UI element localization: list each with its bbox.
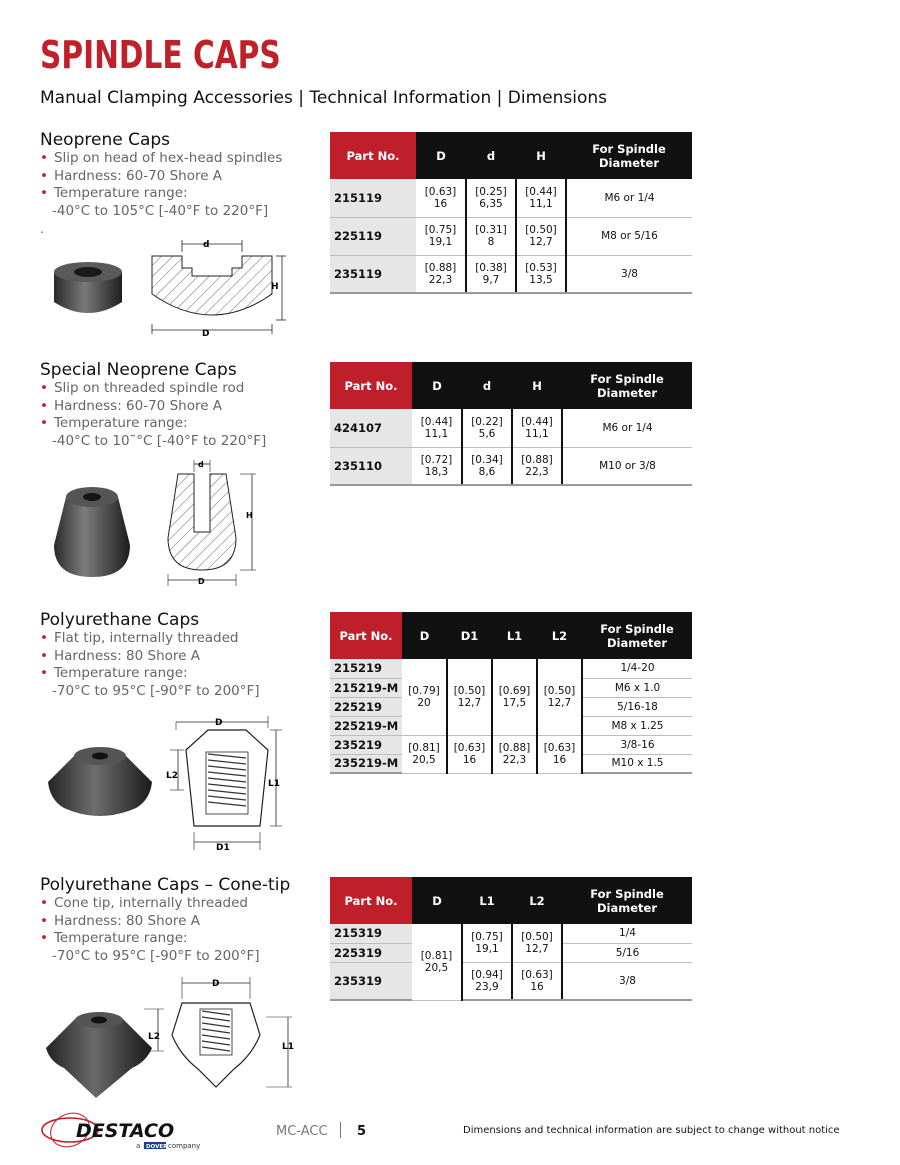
part-number: 225119 bbox=[330, 217, 416, 255]
spindle-cell: M8 x 1.25 bbox=[582, 716, 692, 735]
bullet-continuation: -40°C to 105°C [-40°F to 220°F] bbox=[52, 202, 269, 219]
part-number: 235110 bbox=[330, 447, 412, 485]
col-header: d bbox=[466, 132, 516, 179]
bullet-item: • Slip on threaded spindle rod bbox=[40, 380, 245, 396]
logo-sub-b: company bbox=[168, 1142, 201, 1150]
col-header: L2 bbox=[512, 877, 562, 924]
logo-sub-a: a bbox=[136, 1142, 141, 1150]
cell: [0.44] 11,1 bbox=[512, 409, 562, 447]
bullet-item: • Temperature range: bbox=[40, 415, 188, 431]
bullet-item: • Hardness: 60-70 Shore A bbox=[40, 397, 223, 414]
table-row bbox=[330, 217, 692, 255]
col-header: D1 bbox=[447, 612, 492, 659]
col-header: H bbox=[512, 362, 562, 409]
special-neoprene-cap-drawing bbox=[160, 458, 270, 588]
polyurethane-caps-table bbox=[330, 612, 692, 774]
bullet-list-neoprene bbox=[40, 150, 282, 220]
special-neoprene-caps-table bbox=[330, 362, 692, 486]
col-header: Part No. bbox=[330, 877, 412, 924]
bullet-item: • Cone tip, internally threaded bbox=[40, 895, 248, 911]
col-header: D bbox=[412, 877, 462, 924]
section-title-neoprene: Neoprene Caps bbox=[40, 130, 171, 150]
cell: [0.88] 22,3 bbox=[492, 735, 537, 773]
cell: [0.50] 12,7 bbox=[512, 924, 562, 962]
page-subtitle: Manual Clamping Accessories | Technical Information | Dimensions bbox=[40, 88, 608, 108]
cell: [0.38] 9,7 bbox=[466, 255, 516, 293]
table-row bbox=[330, 924, 692, 943]
cone-tip-cap-drawing bbox=[140, 975, 310, 1095]
col-header: d bbox=[462, 362, 512, 409]
cell: [0.63] 16 bbox=[416, 179, 466, 217]
cell: [0.69] 17,5 bbox=[492, 659, 537, 735]
dim-label-D: D bbox=[198, 577, 205, 586]
col-header: For Spindle Diameter bbox=[566, 132, 692, 179]
polyurethane-cap-photo bbox=[44, 742, 156, 822]
cell: [0.94] 23,9 bbox=[462, 962, 512, 1000]
cell: [0.81] 20,5 bbox=[412, 924, 462, 1000]
part-number: 225219-M bbox=[330, 716, 402, 735]
table-row bbox=[330, 409, 692, 447]
spindle-cell: 3/8 bbox=[562, 962, 692, 1000]
bullet-item: • Temperature range: bbox=[40, 930, 188, 946]
part-number: 235219 bbox=[330, 735, 402, 754]
spindle-cell: M10 x 1.5 bbox=[582, 754, 692, 773]
spindle-cell: 3/8-16 bbox=[582, 735, 692, 754]
bullet-continuation: -40°C to 10˜°C [-40°F to 220°F] bbox=[52, 432, 267, 449]
spindle-cell: M6 or 1/4 bbox=[566, 179, 692, 217]
col-header: For Spindle Diameter bbox=[562, 877, 692, 924]
dim-label-d: d bbox=[203, 240, 210, 250]
dim-label-L1: L1 bbox=[282, 1042, 294, 1052]
cell: [0.63] 16 bbox=[447, 735, 492, 773]
spindle-cell: M6 or 1/4 bbox=[562, 409, 692, 447]
page-title: SPINDLE CAPS bbox=[40, 33, 281, 77]
part-number: 235119 bbox=[330, 255, 416, 293]
spindle-cell: 1/4 bbox=[562, 924, 692, 943]
dim-label-D1: D1 bbox=[216, 843, 230, 853]
cell: [0.44] 11,1 bbox=[516, 179, 566, 217]
cell: [0.50] 12,7 bbox=[537, 659, 582, 735]
table-row bbox=[330, 659, 692, 678]
table-header-row bbox=[330, 612, 692, 659]
col-header: Part No. bbox=[330, 362, 412, 409]
stray-mark: . bbox=[40, 222, 44, 236]
special-neoprene-cap-photo bbox=[52, 483, 132, 579]
footer-disclaimer: Dimensions and technical information are subject to change without notice bbox=[463, 1125, 840, 1136]
part-number: 215219-M bbox=[330, 678, 402, 697]
spindle-cell: M10 or 3/8 bbox=[562, 447, 692, 485]
cone-tip-cap-photo bbox=[42, 1008, 156, 1100]
cell: [0.75] 19,1 bbox=[462, 924, 512, 962]
neoprene-caps-table bbox=[330, 132, 692, 294]
catalog-code: MC-ACC bbox=[276, 1124, 328, 1139]
table-header-row bbox=[330, 132, 692, 179]
bullet-item: • Hardness: 60-70 Shore A bbox=[40, 167, 223, 184]
cell: [0.81] 20,5 bbox=[402, 735, 447, 773]
footer-divider bbox=[340, 1122, 341, 1138]
section-title-cone-tip: Polyurethane Caps – Cone-tip bbox=[40, 875, 291, 895]
spindle-cell: M8 or 5/16 bbox=[566, 217, 692, 255]
table-row bbox=[330, 255, 692, 293]
polyurethane-cap-drawing bbox=[160, 714, 290, 854]
col-header: For Spindle Diameter bbox=[582, 612, 692, 659]
col-header: D bbox=[412, 362, 462, 409]
cell: [0.50] 12,7 bbox=[516, 217, 566, 255]
cell: [0.50] 12,7 bbox=[447, 659, 492, 735]
bullet-item: • Hardness: 80 Shore A bbox=[40, 912, 200, 929]
cell: [0.22] 5,6 bbox=[462, 409, 512, 447]
cell: [0.25] 6,35 bbox=[466, 179, 516, 217]
part-number: 235319 bbox=[330, 962, 412, 1000]
bullet-list-cone-tip bbox=[40, 895, 260, 965]
cell: [0.44] 11,1 bbox=[412, 409, 462, 447]
bullet-continuation: -70°C to 95°C [-90°F to 200°F] bbox=[52, 947, 260, 964]
dim-label-L1: L1 bbox=[268, 779, 280, 789]
cell: [0.79] 20 bbox=[402, 659, 447, 735]
part-number: 215119 bbox=[330, 179, 416, 217]
cell: [0.31] 8 bbox=[466, 217, 516, 255]
col-header: L1 bbox=[492, 612, 537, 659]
neoprene-cap-photo bbox=[50, 258, 126, 320]
col-header: L2 bbox=[537, 612, 582, 659]
cell: [0.34] 8,6 bbox=[462, 447, 512, 485]
spindle-cell: 5/16 bbox=[562, 943, 692, 962]
table-row bbox=[330, 447, 692, 485]
dim-label-H: H bbox=[246, 511, 253, 520]
neoprene-cap-drawing bbox=[140, 232, 300, 338]
spindle-cell: 5/16-18 bbox=[582, 697, 692, 716]
table-header-row bbox=[330, 877, 692, 924]
table-row bbox=[330, 735, 692, 754]
bullet-item: • Slip on head of hex-head spindles bbox=[40, 150, 283, 166]
col-header: D bbox=[416, 132, 466, 179]
spindle-cell: 3/8 bbox=[566, 255, 692, 293]
dim-label-L2: L2 bbox=[166, 771, 178, 781]
part-number: 235219-M bbox=[330, 754, 402, 773]
spindle-cell: 1/4-20 bbox=[582, 659, 692, 678]
cell: [0.75] 19,1 bbox=[416, 217, 466, 255]
spindle-cell: M6 x 1.0 bbox=[582, 678, 692, 697]
dim-label-L2: L2 bbox=[148, 1032, 160, 1042]
bullet-list-polyurethane bbox=[40, 630, 260, 700]
col-header: H bbox=[516, 132, 566, 179]
table-row bbox=[330, 179, 692, 217]
col-header: L1 bbox=[462, 877, 512, 924]
dim-label-D: D bbox=[212, 979, 220, 989]
cell: [0.63] 16 bbox=[512, 962, 562, 1000]
section-title-polyurethane: Polyurethane Caps bbox=[40, 610, 200, 630]
logo-wordmark: DESTACO bbox=[76, 1120, 175, 1142]
cell: [0.72] 18,3 bbox=[412, 447, 462, 485]
part-number: 225219 bbox=[330, 697, 402, 716]
part-number: 215219 bbox=[330, 659, 402, 678]
table-header-row bbox=[330, 362, 692, 409]
dim-label-d: d bbox=[198, 460, 204, 469]
cell: [0.88] 22,3 bbox=[416, 255, 466, 293]
dim-label-D: D bbox=[202, 329, 210, 338]
part-number: 424107 bbox=[330, 409, 412, 447]
logo-sub-brand: DOVER bbox=[146, 1144, 168, 1150]
col-header: D bbox=[402, 612, 447, 659]
cell: [0.88] 22,3 bbox=[512, 447, 562, 485]
dim-label-H: H bbox=[271, 282, 279, 292]
col-header: Part No. bbox=[330, 132, 416, 179]
cone-tip-caps-table bbox=[330, 877, 692, 1001]
bullet-item: • Temperature range: bbox=[40, 665, 188, 681]
part-number: 215319 bbox=[330, 924, 412, 943]
bullet-item: • Hardness: 80 Shore A bbox=[40, 647, 200, 664]
part-number: 225319 bbox=[330, 943, 412, 962]
bullet-item: • Temperature range: bbox=[40, 185, 188, 201]
bullet-item: • Flat tip, internally threaded bbox=[40, 630, 239, 646]
bullet-continuation: -70°C to 95°C [-90°F to 200°F] bbox=[52, 682, 260, 699]
cell: [0.53] 13,5 bbox=[516, 255, 566, 293]
table-row bbox=[330, 962, 692, 1000]
dim-label-D: D bbox=[215, 718, 223, 728]
col-header: Part No. bbox=[330, 612, 402, 659]
page-number: 5 bbox=[357, 1124, 367, 1139]
section-title-special-neoprene: Special Neoprene Caps bbox=[40, 360, 237, 380]
col-header: For Spindle Diameter bbox=[562, 362, 692, 409]
destaco-logo bbox=[40, 1112, 210, 1152]
cell: [0.63] 16 bbox=[537, 735, 582, 773]
bullet-list-special-neoprene bbox=[40, 380, 266, 450]
